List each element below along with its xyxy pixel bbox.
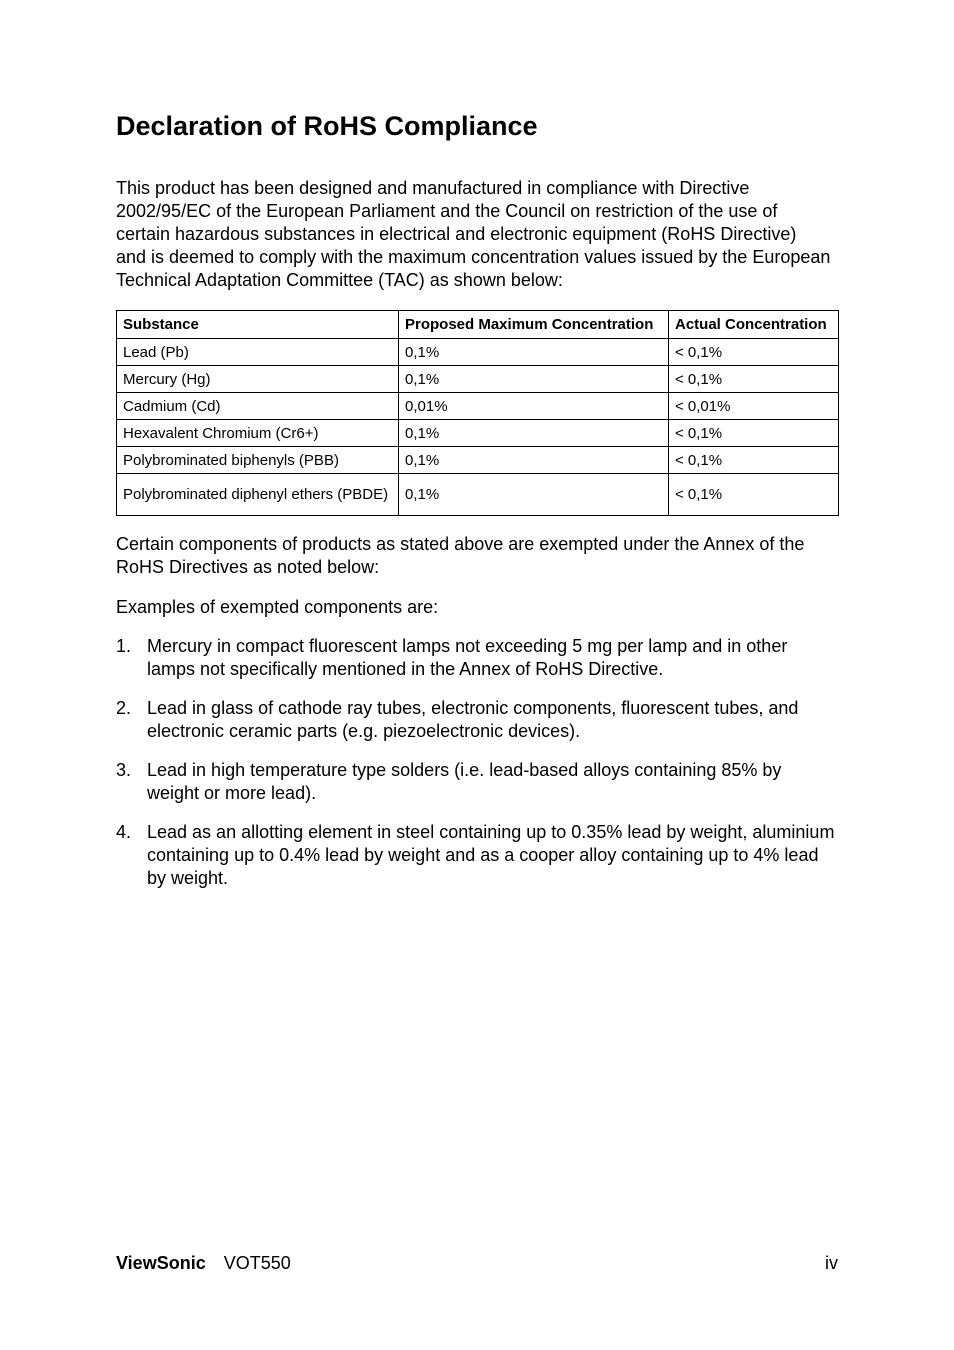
cell-proposed-maximum: 0,1% <box>399 474 669 516</box>
cell-proposed-maximum: 0,01% <box>399 393 669 420</box>
table-row <box>117 447 839 474</box>
cell-actual: < 0,1% <box>669 366 839 393</box>
list-item <box>116 635 838 681</box>
header-substance: Substance <box>117 311 399 339</box>
cell-proposed-maximum: 0,1% <box>399 420 669 447</box>
list-item-text: Lead in high temperature type solders (i.e. lead-based alloys containing 85% by weight or more lead). <box>147 760 782 803</box>
page-footer <box>116 1251 838 1275</box>
cell-actual: < 0,1% <box>669 447 839 474</box>
page-number: iv <box>825 1253 838 1273</box>
list-item <box>116 821 838 890</box>
rohs-concentration-table <box>116 310 839 516</box>
table-row <box>117 339 839 366</box>
intro-paragraph: This product has been designed and manufactured in compliance with Directive 2002/95/EC of the European Parliament and the Council on restriction of the use of certain hazardous substances in electrical and electronic equipment (RoHS Directive) and is deemed to comply with the maximum concentration values issued by the European Technical Adaptation Committee (TAC) as shown below: <box>116 178 831 290</box>
table-header-row <box>117 311 839 339</box>
exemption-list <box>116 635 838 906</box>
list-item-number: 4. <box>116 822 132 842</box>
table-row <box>117 393 839 420</box>
list-item <box>116 759 838 805</box>
list-item-text: Lead in glass of cathode ray tubes, electronic components, fluorescent tubes, and electronic ceramic parts (e.g. piezoelectronic devices). <box>147 698 799 741</box>
list-item-number: 1. <box>116 636 132 656</box>
cell-substance: Hexavalent Chromium (Cr6+) <box>117 420 399 447</box>
cell-actual: < 0,1% <box>669 420 839 447</box>
cell-substance: Polybrominated diphenyl ethers (PBDE) <box>117 474 399 516</box>
table-row <box>117 366 839 393</box>
list-item-text: Lead as an allotting element in steel containing up to 0.35% lead by weight, aluminium containing up to 0.4% lead by weight and as a cooper alloy containing up to 4% lead by weight. <box>147 822 835 888</box>
cell-substance: Mercury (Hg) <box>117 366 399 393</box>
cell-proposed-maximum: 0,1% <box>399 339 669 366</box>
cell-substance: Polybrominated biphenyls (PBB) <box>117 447 399 474</box>
cell-actual: < 0,01% <box>669 393 839 420</box>
list-item-number: 2. <box>116 698 132 718</box>
footer-brand: ViewSonic <box>116 1253 206 1273</box>
cell-substance: Lead (Pb) <box>117 339 399 366</box>
header-actual: Actual Concentration <box>669 311 839 339</box>
cell-proposed-maximum: 0,1% <box>399 447 669 474</box>
footer-model: VOT550 <box>223 1253 291 1273</box>
header-proposed-maximum: Proposed Maximum Concentration <box>399 311 669 339</box>
list-item <box>116 697 838 743</box>
cell-substance: Cadmium (Cd) <box>117 393 399 420</box>
cell-actual: < 0,1% <box>669 474 839 516</box>
table-row <box>117 474 839 516</box>
cell-proposed-maximum: 0,1% <box>399 366 669 393</box>
list-item-text: Mercury in compact fluorescent lamps not exceeding 5 mg per lamp and in other lamps not specifically mentioned in the Annex of RoHS Directive. <box>147 636 788 679</box>
exemption-note: Certain components of products as stated above are exempted under the Annex of the RoHS Directives as noted below: <box>116 534 805 577</box>
table-row <box>117 420 839 447</box>
list-item-number: 3. <box>116 760 132 780</box>
examples-heading: Examples of exempted components are: <box>116 597 439 617</box>
page-title: Declaration of RoHS Compliance <box>116 111 538 141</box>
cell-actual: < 0,1% <box>669 339 839 366</box>
